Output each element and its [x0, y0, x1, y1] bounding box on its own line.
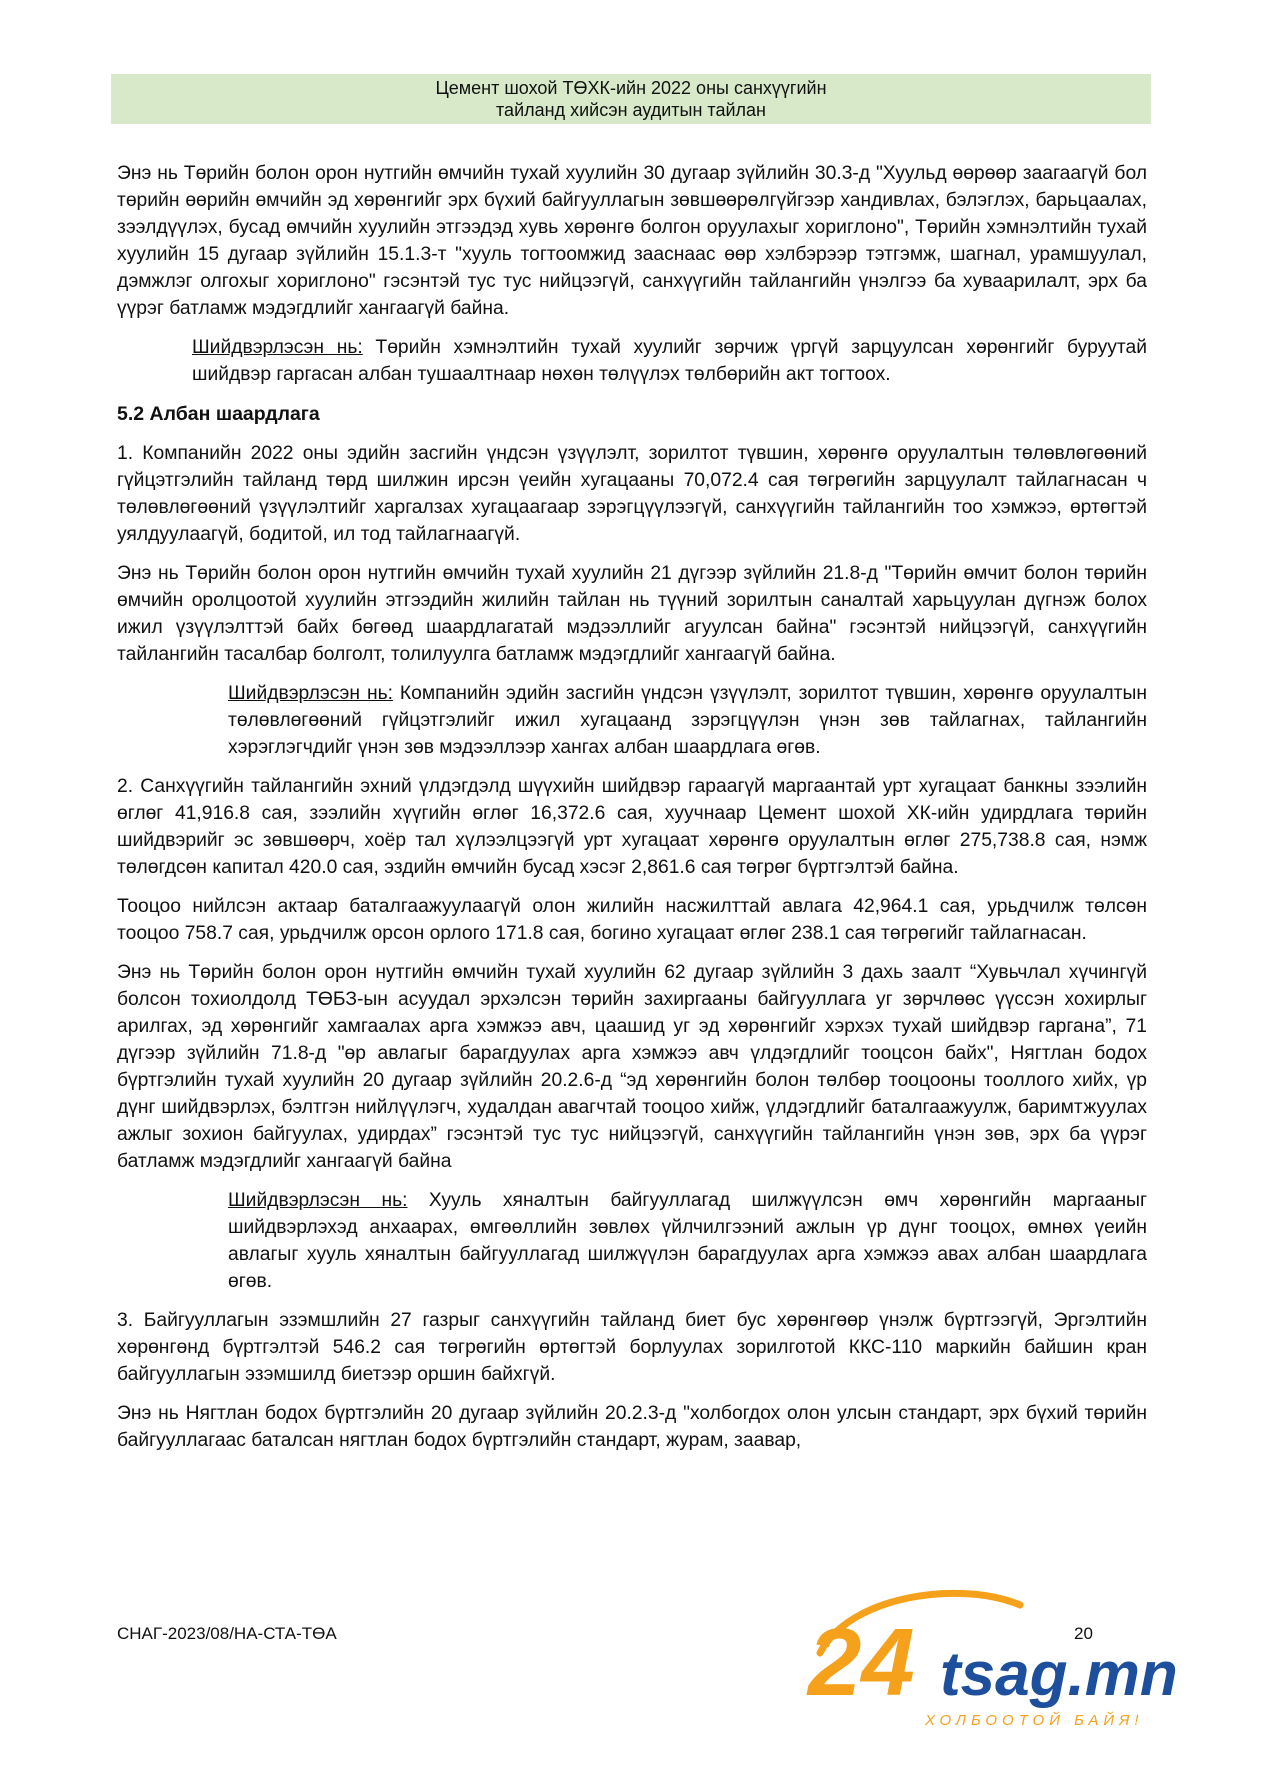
- report-title-line2: тайланд хийсэн аудитын тайлан: [496, 100, 766, 120]
- paragraph: Энэ нь Төрийн болон орон нутгийн өмчийн тухай хуулийн 30 дугаар зүйлийн 30.3-д "Хуульд өөрөөр заагаагүй бол төрийн өөрийн өмчийн эд хөрөнгийг эрх бүхий байгууллагын зөвшөөрөлгүйгээр хандивлах, бэлэглэх, барьцаалах, зээлдүүлэх, бусад өмчийн хуулийн этгээдэд хувь хөрөнгө болгон оруулахыг хориглоно", Төрийн хэмнэлтийн тухай хуулийн 15 дугаар зүйлийн 15.1.3-т "хууль тогтоомжид зааснаас өөр хэлбэрээр тэтгэмж, шагнал, урамшуулал, дэмжлэг олгохыг хориглоно" гэсэнтэй тус тус нийцээгүй, санхүүгийн тайлангийн үнэлгээ ба хуваарилалт, эрх ба үүрэг батламж мэдэгдлийг хангаагүй байна.: [117, 163, 1147, 319]
- paragraph: Энэ нь Нягтлан бодох бүртгэлийн 20 дугаар зүйлийн 20.2.3-д "холбогдох олон улсын стандарт, эрх бүхий төрийн байгууллагаас баталсан нягтлан бодох бүртгэлийн стандарт, журам, заавар,: [117, 1403, 1147, 1451]
- paragraph: Энэ нь Төрийн болон орон нутгийн өмчийн тухай хуулийн 62 дугаар зүйлийн 3 дахь заалт “Хувьчлал хүчингүй болсон тохиолдолд ТӨБЗ-ын асуудал эрхэлсэн төрийн захиргааны байгууллага уг зөрчлөөс үүссэн хохирлыг арилгах, эд хөрөнгийг хамгаалах арга хэмжээ авч, цаашид уг эд хөрөнгийг хэрхэх тухай шийдвэр гаргана”, 71 дүгээр зүйлийн 71.8-д "өр авлагыг барагдуулах арга хэмжээ авч үлдэгдлийг тооцсон байх", Нягтлан бодох бүртгэлийн тухай хуулийн 20 дугаар зүйлийн 20.2.6-д “эд хөрөнгийн болон төлбөр тооцооны тооллого хийх, үр дүнг шийдвэрлэх, бэлтгэн нийлүүлэгч, худалдан авагчтай тооцоо хийж, үлдэгдлийг баталгаажуулж, баримтжуулах ажлыг зохион байгуулах, удирдах” гэсэнтэй тус тус нийцээгүй, санхүүгийн тайлангийн үнэн зөв, эрх ба үүрэг батламж мэдэгдлийг хангаагүй байна: [117, 962, 1147, 1172]
- section-heading: 5.2 Албан шаардлага: [117, 403, 320, 425]
- resolution-text: Хууль хяналтын байгууллагад шилжүүлсэн өмч хөрөнгийн маргааныг шийдвэрлэхэд анхаарах, өмгөөллийн зөвлөх үйлчилгээний ажлын үр дүнг тооцох, өмнөх үеийн авлагыг хууль хяналтын байгууллагад шилжүүлэн барагдуулах арга хэмжээ авах албан шаардлага өгөв.: [228, 1190, 1147, 1292]
- document-code: СНАГ-2023/08/НА-СТА-ТӨА: [117, 1624, 337, 1643]
- watermark-site: tsag.mn: [940, 1640, 1178, 1709]
- resolution-text: Компанийн эдийн засгийн үндсэн үзүүлэлт, зорилтот түвшин, хөрөнгө оруулалтын төлөвлөгөөний гүйцэтгэлийг ижил хугацаанд зэрэгцүүлэн үнэн зөв тайлагнах, тайлангийн хэрэглэгчдийг үнэн зөв мэдээллээр хангах албан шаардлага өгөв.: [228, 683, 1147, 758]
- paragraph: 1. Компанийн 2022 оны эдийн засгийн үндсэн үзүүлэлт, зорилтот түвшин, хөрөнгө оруулалтын төлөвлөгөөний гүйцэтгэлийн тайланд төрд шилжин ирсэн үеийн хугацааны 70,072.4 сая төгрөгийн зарцуулалт тайлагнасан ч төлөвлөгөөний үзүүлэлтийг харгалзах хугацаагаар зэрэгцүүлээгүй, санхүүгийн тайлангийн тоо хэмжээ, өртөгтэй уялдуулаагүй, бодитой, ил тод тайлагнаагүй.: [117, 443, 1147, 545]
- document-body: [117, 160, 1147, 1466]
- paragraph: 2. Санхүүгийн тайлангийн эхний үлдэгдэлд шүүхийн шийдвэр гараагүй маргаантай урт хугацаат банкны зээлийн өглөг 41,916.8 сая, зээлийн хүүгийн өглөг 16,372.6 сая, хуучнаар Цемент шохой ХК-ийн удирдлага төрийн шийдвэрийг эс зөвшөөрч, хоёр тал хүлээлцээгүй урт хугацаат хөрөнгө оруулалтын өглөг 275,738.8 сая, нэмж төлөгдсөн капитал 420.0 сая, эздийн өмчийн бусад хэсэг 2,861.6 сая төгрөг бүртгэлтэй байна.: [117, 776, 1147, 878]
- resolution-label: Шийдвэрлэсэн нь:: [192, 337, 363, 358]
- resolution-label: Шийдвэрлэсэн нь:: [228, 683, 394, 704]
- paragraph: 3. Байгууллагын эзэмшлийн 27 газрыг санхүүгийн тайланд биет бус хөрөнгөөр үнэлж бүртгээгүй, Эргэлтийн хөрөнгөнд бүртгэлтэй 546.2 сая төгрөгийн өртөгтэй борлуулах зорилготой ККС-110 маркийн байшин кран байгууллагын эзэмшилд биетээр оршин байхгүй.: [117, 1310, 1147, 1385]
- watermark-number: 24: [808, 1609, 915, 1716]
- watermark-slogan: ХОЛБООТОЙ БАЙЯ!: [925, 1712, 1144, 1729]
- resolution-text: Төрийн хэмнэлтийн тухай хуулийг зөрчиж үргүй зарцуулсан хөрөнгийг буруутай шийдвэр гаргасан албан тушаалтнаар нөхөн төлүүлэх төлбөрийн акт тогтоох.: [192, 337, 1147, 385]
- watermark-logo: [790, 1575, 1230, 1735]
- report-header: [111, 74, 1151, 124]
- report-title-line1: Цемент шохой ТӨХК-ийн 2022 оны санхүүгийн: [435, 78, 827, 98]
- resolution-note: [192, 334, 1147, 388]
- paragraph: Энэ нь Төрийн болон орон нутгийн өмчийн тухай хуулийн 21 дүгээр зүйлийн 21.8-д "Төрийн өмчит болон төрийн өмчийн оролцоотой хуулийн этгээдийн жилийн тайлан нь түүний зорилтын саналтай харьцуулан дүгнэж болох ижил үзүүлэлттэй байх бөгөөд шаардлагатай мэдээллийг агуулсан байна" гэсэнтэй нийцээгүй, санхүүгийн тайлангийн тасалбар болголт, толилуулга батламж мэдэгдлийг хангаагүй байна.: [117, 563, 1147, 665]
- report-title: [111, 74, 1151, 121]
- paragraph: Тооцоо нийлсэн актаар баталгаажуулаагүй олон жилийн насжилттай авлага 42,964.1 сая, урьдчилж төлсөн тооцоо 758.7 сая, урьдчилж орсон орлого 171.8 сая, богино хугацаат өглөг 238.1 сая төгрөгийг тайлагнасан.: [117, 896, 1147, 944]
- resolution-note: [228, 1187, 1147, 1295]
- page-number: 20: [1074, 1624, 1093, 1643]
- resolution-note: [228, 680, 1147, 761]
- resolution-label: Шийдвэрлэсэн нь:: [228, 1190, 408, 1211]
